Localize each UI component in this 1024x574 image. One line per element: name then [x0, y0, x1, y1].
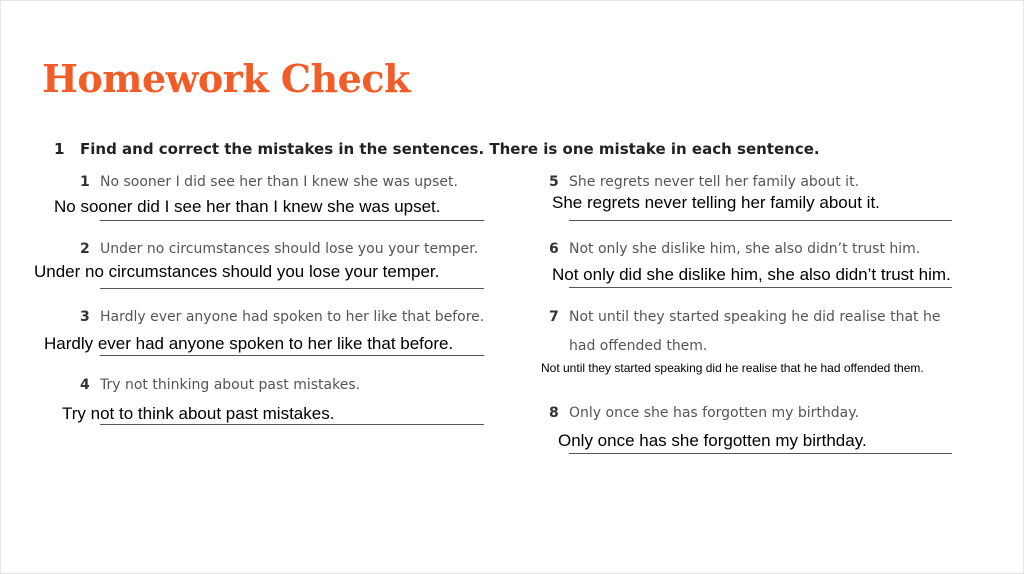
answer-line	[100, 424, 484, 425]
exercise-instruction	[54, 140, 820, 158]
instruction-text: Find and correct the mistakes in the sentences. There is one mistake in each sentence.	[80, 140, 820, 158]
question-text: She regrets never tell her family about it.	[569, 174, 860, 190]
answer-line	[100, 288, 484, 289]
question-text: Under no circumstances should lose you your temper.	[100, 241, 479, 257]
question-number: 3	[80, 309, 90, 325]
question-text: Only once she has forgotten my birthday.	[569, 405, 859, 421]
answer-line	[100, 355, 484, 356]
answer-7: Not until they started speaking did he realise that he had offended them.	[541, 361, 924, 375]
question-4	[80, 377, 360, 393]
answer-5: She regrets never telling her family about it.	[552, 193, 880, 212]
question-7-continued: had offended them.	[569, 338, 708, 354]
question-number: 1	[80, 174, 90, 190]
answer-line	[100, 220, 484, 221]
question-number: 8	[549, 405, 559, 421]
question-number: 4	[80, 377, 90, 393]
answer-2: Under no circumstances should you lose your temper.	[34, 262, 440, 281]
question-1	[80, 174, 458, 190]
question-8	[549, 405, 859, 421]
question-2	[80, 241, 478, 257]
answer-3: Hardly ever had anyone spoken to her like that before.	[44, 334, 454, 353]
answer-line	[569, 453, 952, 454]
answer-line	[569, 287, 952, 288]
answer-4: Try not to think about past mistakes.	[62, 404, 335, 423]
question-5	[549, 174, 859, 190]
question-7	[549, 309, 941, 325]
question-number: 6	[549, 241, 559, 257]
exercise-number: 1	[54, 140, 65, 158]
answer-6: Not only did she dislike him, she also didn’t trust him.	[552, 265, 951, 284]
question-text: Try not thinking about past mistakes.	[100, 377, 361, 393]
question-number: 2	[80, 241, 90, 257]
answer-line	[569, 220, 952, 221]
question-text: Hardly ever anyone had spoken to her like that before.	[100, 309, 485, 325]
question-text: Not until they started speaking he did realise that he	[569, 309, 941, 325]
question-3	[80, 309, 484, 325]
question-number: 7	[549, 309, 559, 325]
question-number: 5	[549, 174, 559, 190]
question-6	[549, 241, 920, 257]
slide-title: Homework Check	[42, 56, 410, 101]
answer-1: No sooner did I see her than I knew she was upset.	[54, 197, 441, 216]
answer-8: Only once has she forgotten my birthday.	[558, 431, 867, 450]
question-text: No sooner I did see her than I knew she was upset.	[100, 174, 458, 190]
question-text: Not only she dislike him, she also didn’t trust him.	[569, 241, 921, 257]
